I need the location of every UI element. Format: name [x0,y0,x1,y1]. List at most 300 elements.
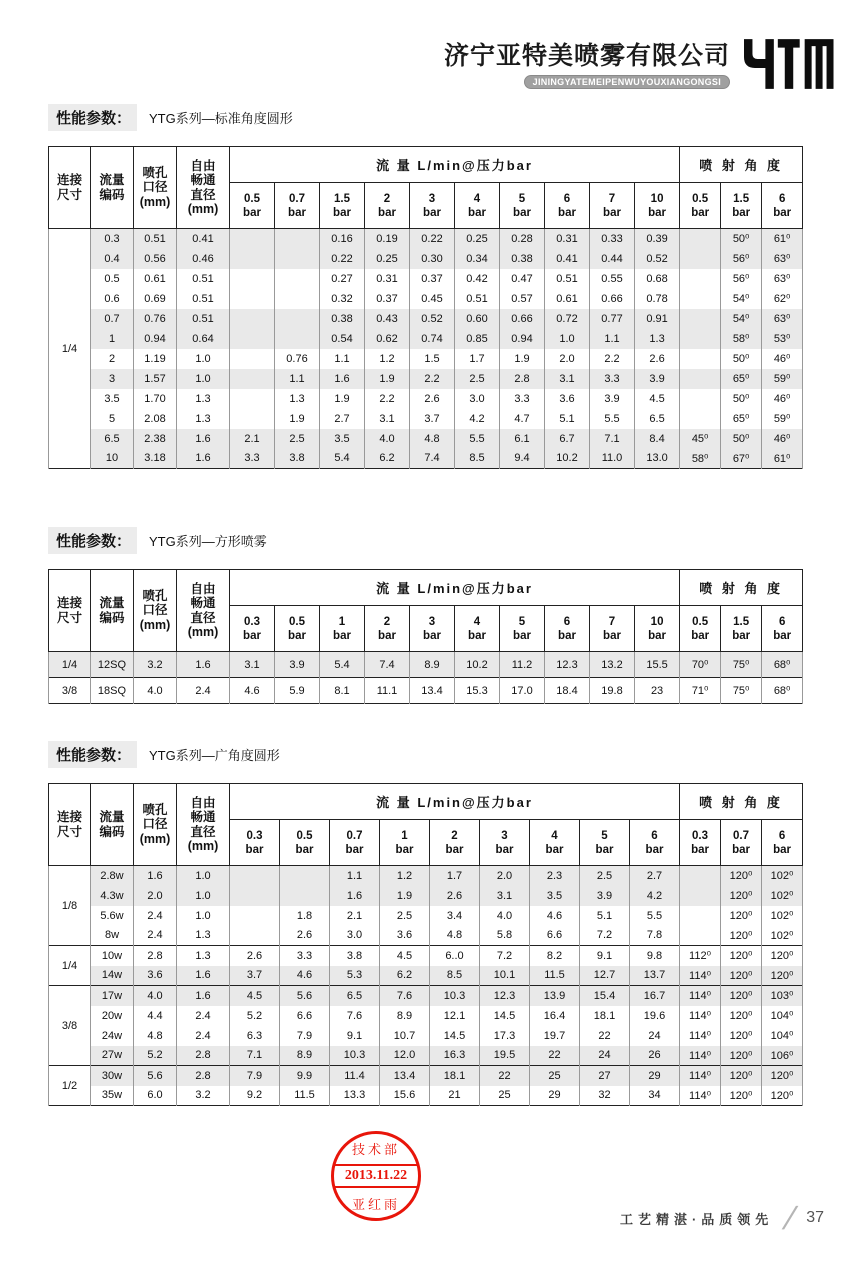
pressure-value: 1.5 [334,192,350,205]
th-pressure [275,606,320,652]
pressure-unit: bar [288,629,306,642]
flow-value-cell: 3.6 [380,926,430,946]
flow-value-cell: 22 [580,1026,630,1046]
header-row [49,147,803,183]
flow-value-cell: 0.43 [365,309,410,329]
flow-value-cell [230,269,275,289]
angle-value-cell: 120⁰ [721,866,762,886]
flow-value-cell: 15.6 [380,1086,430,1106]
flow-value-cell: 17.0 [500,678,545,704]
angle-value-cell: 70⁰ [680,652,721,678]
orifice-value-cell: 4.8 [134,1026,177,1046]
flow-value-cell: 3.3 [590,369,635,389]
free-passage-value-cell: 1.0 [177,906,230,926]
table-body [49,652,803,704]
flow-value-cell: 0.47 [500,269,545,289]
pressure-value: 5 [518,615,526,628]
header-line: 口径 [142,817,168,832]
flow-value-cell [230,369,275,389]
flow-value-cell: 7.2 [580,926,630,946]
table-row [49,229,803,249]
flow-value-cell: 6..0 [430,946,480,966]
connection-size-cell: 1/4 [49,652,91,678]
flow-value-cell: 16.4 [530,1006,580,1026]
th-pressure [275,183,320,229]
angle-value-cell [680,369,721,389]
th-pressure [365,606,410,652]
header-line: 尺寸 [56,610,82,625]
free-passage-value-cell: 1.3 [177,409,230,429]
free-passage-value-cell: 3.2 [177,1086,230,1106]
flow-value-cell: 0.55 [590,269,635,289]
flow-value-cell: 1.9 [500,349,545,369]
flow-value-cell: 3.0 [455,389,500,409]
pressure-unit: bar [773,206,792,219]
pressure-unit: bar [545,843,564,856]
flow-value-cell: 7.6 [330,1006,380,1026]
orifice-value-cell: 5.2 [134,1046,177,1066]
th-pressure [330,820,380,866]
performance-table-square-spray [48,569,803,704]
flow-code-cell: 0.7 [91,309,134,329]
free-passage-value-cell: 1.3 [177,926,230,946]
flow-value-cell: 9.9 [280,1066,330,1086]
orifice-value-cell: 6.0 [134,1086,177,1106]
flow-code-cell: 20w [91,1006,134,1026]
flow-value-cell: 12.0 [380,1046,430,1066]
flow-value-cell: 2.8 [500,369,545,389]
flow-value-cell: 14.5 [480,1006,530,1026]
table-row [49,1046,803,1066]
flow-value-cell: 0.34 [455,249,500,269]
angle-value-cell: 114⁰ [680,1026,721,1046]
flow-value-cell: 2.2 [410,369,455,389]
pressure-unit: bar [595,843,614,856]
table-row [49,886,803,906]
free-passage-value-cell: 0.41 [177,229,230,249]
table-row [49,652,803,678]
company-name-pinyin: JININGYATEMEIPENWUYOUXIANGONGSI [524,75,730,89]
flow-value-cell [275,289,320,309]
table-head [49,784,803,866]
flow-value-cell: 0.19 [365,229,410,249]
flow-value-cell: 1.2 [380,866,430,886]
flow-value-cell: 10.3 [330,1046,380,1066]
flow-value-cell: 13.3 [330,1086,380,1106]
flow-value-cell: 6.5 [330,986,380,1006]
flow-value-cell: 24 [630,1026,680,1046]
angle-value-cell [680,329,721,349]
angle-value-cell: 120⁰ [721,926,762,946]
pressure-unit: bar [732,843,750,856]
flow-value-cell: 0.42 [455,269,500,289]
flow-code-cell: 5 [91,409,134,429]
header-line: 喷孔 [142,165,168,180]
flow-value-cell: 7.8 [630,926,680,946]
pressure-unit: bar [288,206,306,219]
table-row [49,1066,803,1086]
th-pressure [721,183,762,229]
flow-code-cell: 4.3w [91,886,134,906]
flow-value-cell: 3.1 [480,886,530,906]
flow-value-cell [230,926,280,946]
flow-value-cell: 5.5 [455,429,500,449]
flow-value-cell: 0.25 [455,229,500,249]
th-flow-rate-group: 流 量 L/min@压力bar [230,147,680,183]
flow-value-cell: 0.57 [500,289,545,309]
flow-code-cell: 12SQ [91,652,134,678]
pressure-unit: bar [345,843,364,856]
flow-value-cell: 1.3 [635,329,680,349]
orifice-value-cell: 2.08 [134,409,177,429]
orifice-value-cell: 4.0 [134,678,177,704]
header-line: (mm) [139,831,171,846]
table-body [49,866,803,1106]
flow-value-cell: 4.8 [430,926,480,946]
pressure-unit: bar [333,629,351,642]
th-pressure [680,820,721,866]
flow-value-cell: 0.37 [365,289,410,309]
flow-value-cell: 27 [580,1066,630,1086]
orifice-value-cell: 0.94 [134,329,177,349]
flow-value-cell: 0.38 [500,249,545,269]
free-passage-value-cell: 1.6 [177,966,230,986]
flow-value-cell: 7.2 [480,946,530,966]
flow-value-cell: 7.6 [380,986,430,1006]
flow-value-cell: 3.9 [635,369,680,389]
pressure-value: 0.5 [289,615,305,628]
free-passage-value-cell: 1.0 [177,349,230,369]
flow-value-cell: 1.9 [380,886,430,906]
th-free-passage-diameter [177,570,230,652]
flow-value-cell: 2.0 [545,349,590,369]
footer-tagline: 工艺精湛·品质领先 [619,1211,774,1227]
orifice-value-cell: 0.61 [134,269,177,289]
flow-code-cell: 0.4 [91,249,134,269]
flow-value-cell: 16.7 [630,986,680,1006]
angle-value-cell: 59⁰ [762,409,803,429]
pressure-value: 0.7 [289,192,305,205]
th-pressure [500,606,545,652]
header-line: 编码 [99,824,125,839]
flow-value-cell: 4.6 [530,906,580,926]
angle-value-cell: 58⁰ [680,449,721,469]
flow-value-cell: 12.7 [580,966,630,986]
flow-value-cell: 0.72 [545,309,590,329]
header-line: 自由 [190,581,216,596]
page-footer [620,1198,824,1238]
flow-value-cell [275,269,320,289]
flow-value-cell: 0.32 [320,289,365,309]
pressure-value: 2 [383,192,391,205]
orifice-value-cell: 5.6 [134,1066,177,1086]
flow-value-cell: 1.9 [275,409,320,429]
pressure-unit: bar [243,206,261,219]
pressure-value: 0.5 [692,615,709,628]
angle-value-cell: 61⁰ [762,229,803,249]
flow-value-cell: 4.8 [410,429,455,449]
angle-value-cell: 75⁰ [721,652,762,678]
orifice-value-cell: 0.69 [134,289,177,309]
orifice-value-cell: 3.2 [134,652,177,678]
flow-value-cell: 4.0 [480,906,530,926]
flow-value-cell: 0.31 [545,229,590,249]
th-pressure [320,183,365,229]
free-passage-value-cell: 1.3 [177,946,230,966]
flow-value-cell [280,886,330,906]
flow-value-cell: 7.1 [230,1046,280,1066]
angle-value-cell: 120⁰ [721,1046,762,1066]
flow-value-cell: 7.9 [230,1066,280,1086]
flow-code-cell: 0.3 [91,229,134,249]
pressure-unit: bar [691,843,709,856]
flow-value-cell: 18.1 [430,1066,480,1086]
flow-value-cell: 1.1 [275,369,320,389]
th-pressure [635,183,680,229]
flow-value-cell: 2.1 [330,906,380,926]
flow-code-cell: 14w [91,966,134,986]
header-line: 尺寸 [56,824,82,839]
flow-value-cell: 34 [630,1086,680,1106]
flow-value-cell: 23 [635,678,680,704]
table-row [49,1006,803,1026]
pressure-unit: bar [495,843,514,856]
flow-value-cell: 0.91 [635,309,680,329]
pressure-value: 0.3 [246,829,263,842]
angle-value-cell: 59⁰ [762,369,803,389]
flow-value-cell: 0.78 [635,289,680,309]
section-wide-angle-round [48,741,804,1106]
free-passage-value-cell: 2.4 [177,1026,230,1046]
section-label: 性能参数： [48,527,137,554]
flow-value-cell: 1.7 [430,866,480,886]
angle-value-cell: 68⁰ [762,678,803,704]
free-passage-value-cell: 1.0 [177,886,230,906]
angle-value-cell: 102⁰ [762,866,803,886]
angle-value-cell: 114⁰ [680,986,721,1006]
pressure-value: 6 [651,829,658,842]
free-passage-value-cell: 0.64 [177,329,230,349]
th-pressure [590,183,635,229]
flow-code-cell: 0.6 [91,289,134,309]
flow-code-cell: 35w [91,1086,134,1106]
th-pressure [455,183,500,229]
angle-value-cell [680,389,721,409]
table-row [49,678,803,704]
connection-size-cell: 1/4 [49,229,91,469]
header-line: 连接 [56,810,82,824]
flow-code-cell: 5.6w [91,906,134,926]
free-passage-value-cell: 0.51 [177,269,230,289]
orifice-value-cell: 4.0 [134,986,177,1006]
th-spray-angle-group: 喷 射 角 度 [680,147,803,183]
table-row [49,309,803,329]
flow-code-cell: 18SQ [91,678,134,704]
free-passage-value-cell: 0.51 [177,289,230,309]
pressure-value: 0.7 [346,829,363,842]
free-passage-value-cell: 2.8 [177,1046,230,1066]
flow-value-cell: 13.4 [380,1066,430,1086]
th-pressure [280,820,330,866]
th-pressure [721,606,762,652]
flow-value-cell: 1.1 [330,866,380,886]
angle-value-cell: 120⁰ [721,946,762,966]
flow-value-cell: 4.0 [365,429,410,449]
flow-value-cell: 4.2 [455,409,500,429]
pressure-unit: bar [648,206,667,219]
section-standard-angle-round [48,104,804,469]
table-row [49,269,803,289]
flow-value-cell: 19.5 [480,1046,530,1066]
flow-value-cell: 0.61 [545,289,590,309]
flow-value-cell: 5.1 [545,409,590,429]
table-row [49,249,803,269]
flow-value-cell: 0.39 [635,229,680,249]
pressure-unit: bar [395,843,414,856]
flow-value-cell: 1.9 [365,369,410,389]
flow-value-cell: 5.2 [230,1006,280,1026]
angle-value-cell [680,906,721,926]
flow-value-cell: 3.6 [545,389,590,409]
flow-value-cell: 15.3 [455,678,500,704]
header-line: 畅通 [190,596,216,610]
free-passage-value-cell: 2.8 [177,1066,230,1086]
header-line: 直径 [190,610,216,625]
th-pressure [230,183,275,229]
flow-value-cell: 7.1 [590,429,635,449]
flow-value-cell: 0.22 [320,249,365,269]
pressure-value: 6 [778,615,786,628]
pressure-value: 10 [650,615,664,628]
flow-value-cell: 5.4 [320,449,365,469]
pressure-unit: bar [513,629,531,642]
angle-value-cell: 50⁰ [721,389,762,409]
flow-value-cell: 19.7 [530,1026,580,1046]
pressure-value: 5 [518,192,526,205]
flow-value-cell: 9.1 [330,1026,380,1046]
th-flow-rate-group: 流 量 L/min@压力bar [230,570,680,606]
stamp-department: 技术部 [351,1142,400,1157]
flow-code-cell: 17w [91,986,134,1006]
flow-value-cell: 19.8 [590,678,635,704]
page-number: 37 [806,1209,824,1226]
orifice-value-cell: 2.0 [134,886,177,906]
table-row [49,449,803,469]
th-orifice-diameter [134,570,177,652]
pressure-unit: bar [423,629,441,642]
th-spray-angle-group: 喷 射 角 度 [680,570,803,606]
flow-value-cell: 0.16 [320,229,365,249]
flow-value-cell [230,249,275,269]
table-row [49,986,803,1006]
angle-value-cell: 63⁰ [762,309,803,329]
th-pressure [430,820,480,866]
flow-value-cell: 4.5 [635,389,680,409]
flow-code-cell: 3.5 [91,389,134,409]
table-body [49,229,803,469]
header-line: 流量 [99,810,125,824]
flow-value-cell: 0.22 [410,229,455,249]
flow-value-cell: 2.2 [365,389,410,409]
angle-value-cell [680,886,721,906]
flow-code-cell: 10 [91,449,134,469]
section-title: YTG系列—标准角度圆形 [149,111,293,126]
flow-value-cell: 10.3 [430,986,480,1006]
flow-value-cell: 2.5 [380,906,430,926]
flow-value-cell: 5.4 [320,652,365,678]
free-passage-value-cell: 1.6 [177,449,230,469]
flow-code-cell: 8w [91,926,134,946]
th-pressure [365,183,410,229]
flow-value-cell [230,289,275,309]
flow-value-cell: 29 [630,1066,680,1086]
flow-value-cell: 6.1 [500,429,545,449]
flow-value-cell: 8.9 [410,652,455,678]
angle-value-cell [680,249,721,269]
pressure-unit: bar [603,206,621,219]
th-pressure [230,606,275,652]
flow-value-cell: 2.2 [590,349,635,369]
pressure-value: 1 [401,829,408,842]
flow-value-cell: 0.51 [455,289,500,309]
flow-code-cell: 10w [91,946,134,966]
flow-value-cell: 25 [480,1086,530,1106]
th-pressure [480,820,530,866]
flow-value-cell: 0.76 [275,349,320,369]
angle-value-cell: 56⁰ [721,269,762,289]
page-header [444,36,836,97]
header-line: 喷孔 [142,588,168,603]
flow-value-cell: 0.41 [545,249,590,269]
flow-value-cell [230,886,280,906]
flow-value-cell: 4.5 [380,946,430,966]
angle-value-cell: 68⁰ [762,652,803,678]
flow-value-cell [230,329,275,349]
angle-value-cell: 120⁰ [762,946,803,966]
flow-value-cell [275,329,320,349]
pressure-value: 0.5 [296,829,313,842]
header-line: 自由 [190,158,216,173]
pressure-unit: bar [245,843,264,856]
section-label: 性能参数： [48,104,137,131]
table-row [49,946,803,966]
flow-value-cell: 0.37 [410,269,455,289]
table-head [49,147,803,229]
th-connection-size [49,784,91,866]
th-pressure [762,820,803,866]
flow-value-cell: 25 [530,1066,580,1086]
angle-value-cell [680,289,721,309]
th-pressure [230,820,280,866]
flow-value-cell: 6.5 [635,409,680,429]
pressure-value: 0.7 [733,829,750,842]
flow-value-cell: 1.6 [330,886,380,906]
pressure-unit: bar [558,206,576,219]
header-line: 编码 [99,187,125,202]
orifice-value-cell: 0.76 [134,309,177,329]
angle-value-cell: 104⁰ [762,1006,803,1026]
pressure-unit: bar [603,629,621,642]
flow-value-cell: 3.5 [320,429,365,449]
pressure-unit: bar [691,206,710,219]
free-passage-value-cell: 2.4 [177,1006,230,1026]
performance-table-standard-angle [48,146,803,469]
header-line: 尺寸 [56,187,82,202]
connection-size-cell: 3/8 [49,678,91,704]
flow-value-cell: 2.5 [580,866,630,886]
pressure-value: 0.3 [692,829,709,842]
connection-size-cell: 3/8 [49,986,91,1066]
